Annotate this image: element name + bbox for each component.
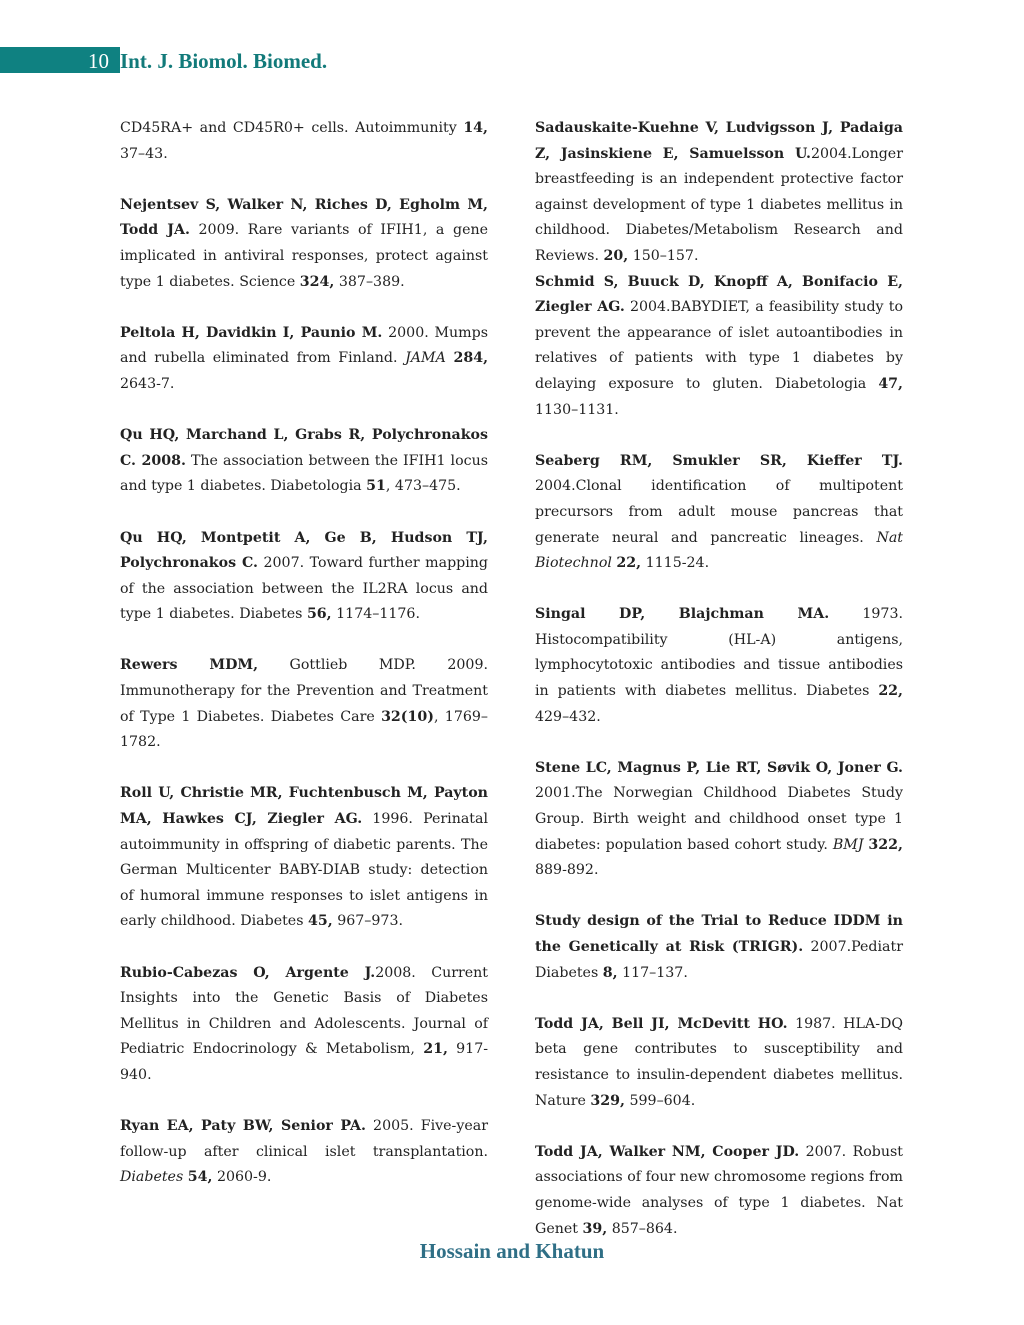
reference-volume: 39, [582,1220,608,1237]
reference-pages: 1115-24. [645,555,710,572]
reference-text: Immunotherapy for the Prevention and Treatment of Type 1 Diabetes. Diabetes Care [120,683,488,725]
reference-pages: 117–137. [622,964,688,981]
references-right-column [535,116,903,1268]
reference-pages: 150–157. [632,247,699,264]
reference-entry [120,193,488,295]
reference-authors: Rubio-Cabezas O, Argente J. [120,964,376,981]
reference-volume: 8, [602,964,618,981]
reference-volume: 32(10) [381,708,434,725]
reference-year: Gottlieb MDP. 2009. [289,657,488,674]
reference-text: Mumps and rubella eliminated from Finland. [120,324,488,367]
reference-authors: Todd JA, Bell JI, McDevitt HO. [535,1015,788,1032]
page-number: 10 [88,49,109,73]
reference-volume: 284, [453,350,489,367]
reference-entry [535,756,903,884]
reference-authors: Todd JA, Walker NM, Cooper JD. [535,1143,800,1160]
reference-pages: 967–973. [337,913,403,930]
reference-entry [535,449,903,577]
reference-pages: 857–864. [611,1220,678,1237]
reference-entry [535,909,903,986]
reference-entry [120,423,488,500]
reference-text: Perinatal autoimmunity in offspring of diabetic parents. The German Multicenter BABY-DIAB study: detection of humoral immune responses to islet antigens in early childhood. Diabetes [120,811,488,930]
reference-year: 2000. [388,324,429,341]
reference-entry [120,1114,488,1191]
reference-entry [120,526,488,628]
reference-text: The association between the IFIH1 locus and type 1 diabetes. Diabetologia [120,452,488,495]
reference-year: 1996. [372,811,413,828]
reference-text: HLA-DQ beta gene contributes to susceptibility and resistance to insulin-dependent diabetes mellitus. Nature [535,1015,903,1109]
reference-year: 2007. [805,1143,847,1160]
reference-pages: 429–432. [535,708,601,725]
references-left-column [120,116,488,1217]
reference-volume: 329, [590,1092,625,1109]
reference-entry [120,781,488,935]
reference-year: 2008. [375,964,416,981]
reference-pages: 1130–1131. [535,401,619,418]
reference-year: . 2008. [131,452,186,469]
reference-authors: Roll U, Christie MR, Fuchtenbusch M, Payton MA, Hawkes CJ, Ziegler AG. [120,785,488,828]
reference-journal: Nat Biotechnol [535,529,904,572]
reference-pages: , 473–475. [385,478,461,495]
reference-text: Clonal identification of multipotent precursors from adult mouse pancreas that generate neural and pancreatic lineages. [535,478,903,546]
reference-year: 2001. [535,785,576,802]
reference-text: Five-year follow-up after clinical islet transplantation. [120,1118,488,1160]
reference-text: BABYDIET, a feasibility study to prevent the appearance of islet autoantibodies in relatives of patients with type 1 diabetes by delaying exposure to gluten. Diabetologia [535,299,903,392]
reference-year: 2004. [629,299,671,316]
reference-text: Pediatr Diabetes [535,939,903,981]
reference-pages: 2643-7. [120,375,175,392]
reference-authors: Rewers MDM, [120,657,259,674]
footer-authors: Hossain and Khatun [419,1239,605,1263]
reference-authors: Nejentsev S, Walker N, Riches D, Egholm M, Todd JA. [120,196,488,239]
reference-authors: Qu HQ, Marchand L, Grabs R, Polychronakos C [120,427,488,469]
reference-year: 2009. [198,222,240,239]
reference-pages: 37–43. [120,145,168,162]
reference-entry [120,116,488,167]
reference-year: 1987. [795,1015,836,1032]
reference-text: Toward further mapping of the association between the IL2RA locus and type 1 diabetes. Diabetes [120,555,488,623]
reference-pages: 889-892. [535,862,599,879]
reference-volume: 54, [187,1169,213,1186]
reference-pages: 2060-9. [216,1169,272,1186]
reference-year: 2004. [535,478,576,495]
reference-text: CD45RA+ and CD45R0+ cells. Autoimmunity [120,120,457,136]
reference-authors: Ryan EA, Paty BW, Senior PA. [120,1118,366,1135]
reference-text: The Norwegian Childhood Diabetes Study Group. Birth weight and childhood onset type 1 diabetes: population based cohort study. [535,785,903,853]
reference-volume: 324, [299,273,335,290]
reference-volume: 20, [603,247,629,264]
reference-pages: , 1769–1782. [120,708,488,751]
reference-authors: Singal DP, Blajchman MA. [535,606,830,623]
reference-authors: Sadauskaite-Kuehne V, Ludvigsson J, Padaiga Z, Jasinskiene E, Samuelsson U. [535,120,903,162]
reference-year: 2005. [373,1118,414,1135]
reference-volume: 21, [423,1041,448,1058]
reference-entry [535,116,903,270]
reference-entry [535,270,903,424]
reference-authors: Stene LC, Magnus P, Lie RT, Søvik O, Joner G. [535,759,903,776]
reference-pages: 599–604. [629,1092,696,1109]
reference-entry [120,653,488,755]
reference-text: Current Insights into the Genetic Basis of Diabetes Mellitus in Children and Adolescents. Journal of Pediatric Endocrinology & Metabolism, [120,964,489,1058]
reference-journal: JAMA [405,350,446,367]
reference-pages: 917-940. [120,1041,489,1083]
reference-authors: Study design of the Trial to Reduce IDDM in the Genetically at Risk (TRIGR). [535,913,903,955]
reference-text: Robust associations of four new chromosome regions from genome-wide analyses of type 1 diabetes. Nat Genet [535,1143,903,1237]
journal-title: Int. J. Biomol. Biomed. [120,49,328,73]
reference-volume: 51 [366,478,386,495]
reference-text: Rare variants of IFIH1, a gene implicated in antiviral responses, protect against type 1 diabetes. Science [120,222,488,290]
reference-authors: Qu HQ, Montpetit A, Ge B, Hudson TJ, Polychronakos C. [120,529,488,572]
reference-volume: 45, [308,913,333,930]
reference-year: 2004. [811,145,852,162]
reference-authors: Schmid S, Buuck D, Knopff A, Bonifacio E, Ziegler AG. [535,273,903,316]
reference-pages: 387–389. [338,273,405,290]
reference-volume: 22, [878,683,903,700]
reference-pages: 1174–1176. [336,606,420,623]
reference-entry [535,602,903,730]
reference-volume: 22, [616,555,642,572]
reference-entry [535,1012,903,1114]
reference-volume: 14, [463,120,488,136]
reference-authors: Peltola H, Davidkin I, Paunio M. [120,324,383,341]
reference-year: 2007. [810,939,852,955]
reference-text: Longer breastfeeding is an independent protective factor against development of type 1 diabetes mellitus in childhood. Diabetes/Metabolism Research and Reviews. [535,145,903,264]
reference-entry [120,321,488,398]
reference-year: 2007. [263,555,305,572]
reference-entry [120,961,488,1089]
reference-text: Histocompatibility (HL-A) antigens, lymphocytotoxic antibodies and tissue antibodies in patients with diabetes mellitus. Diabetes [535,631,903,700]
reference-entry [535,1140,903,1242]
reference-journal: Diabetes [120,1169,184,1186]
reference-authors: Seaberg RM, Smukler SR, Kieffer TJ. [535,452,903,469]
reference-volume: 56, [306,606,332,623]
reference-year: 1973. [862,606,903,623]
reference-volume: 322, [868,836,903,853]
reference-journal: BMJ [832,836,864,853]
reference-volume: 47, [878,375,903,392]
